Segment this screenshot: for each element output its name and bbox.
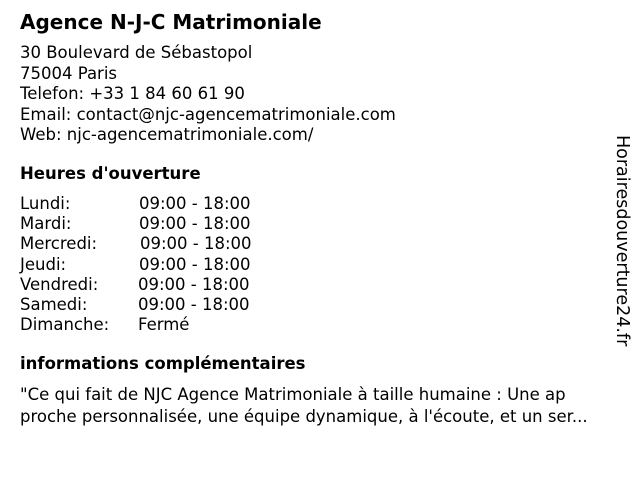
- web-line: Web: njc-agencematrimoniale.com/: [20, 125, 314, 144]
- time-value: 09:00 - 18:00: [138, 274, 250, 294]
- hours-heading: Heures d'ouverture: [20, 164, 201, 183]
- day-label: Vendredi:: [20, 274, 99, 294]
- hours-row-sunday: [20, 315, 280, 335]
- contact-block: [20, 43, 396, 146]
- email-line: Email: contact@njc-agencematrimoniale.com: [20, 104, 396, 124]
- day-label: Dimanche:: [20, 315, 110, 335]
- opening-hours-table: [20, 194, 280, 335]
- info-heading: informations complémentaires: [20, 354, 306, 373]
- description-line: "Ce qui fait de NJC Agence Matrimoniale à taille humaine : Une ap: [20, 385, 566, 404]
- time-value: 09:00 - 18:00: [140, 234, 252, 254]
- hours-row-wednesday: [20, 234, 280, 254]
- time-value: 09:00 - 18:00: [139, 194, 251, 213]
- time-value: 09:00 - 18:00: [139, 254, 251, 274]
- hours-row-saturday: [20, 295, 280, 315]
- address-city: 75004 Paris: [20, 63, 118, 83]
- description-text: [20, 384, 620, 428]
- time-value: 09:00 - 18:00: [138, 294, 250, 314]
- day-label: Mercredi:: [20, 234, 98, 254]
- time-value: Fermé: [138, 315, 190, 335]
- time-value: 09:00 - 18:00: [139, 214, 251, 234]
- business-name: Agence N-J-C Matrimoniale: [20, 10, 322, 34]
- day-label: Samedi:: [20, 294, 88, 314]
- day-label: Mardi:: [20, 214, 72, 234]
- day-label: Jeudi:: [20, 254, 67, 274]
- hours-row-thursday: [20, 255, 280, 275]
- hours-row-friday: [20, 275, 280, 295]
- phone-line: Telefon: +33 1 84 60 61 90: [20, 84, 245, 103]
- hours-row-tuesday: [20, 214, 280, 234]
- hours-row-monday: [20, 194, 280, 214]
- description-line: proche personnalisée, une équipe dynamique, à l'écoute, et un ser...: [20, 407, 588, 426]
- day-label: Lundi:: [20, 194, 71, 213]
- address-street: 30 Boulevard de Sébastopol: [20, 43, 253, 62]
- site-watermark: Horairesdouverture24.fr: [612, 135, 632, 347]
